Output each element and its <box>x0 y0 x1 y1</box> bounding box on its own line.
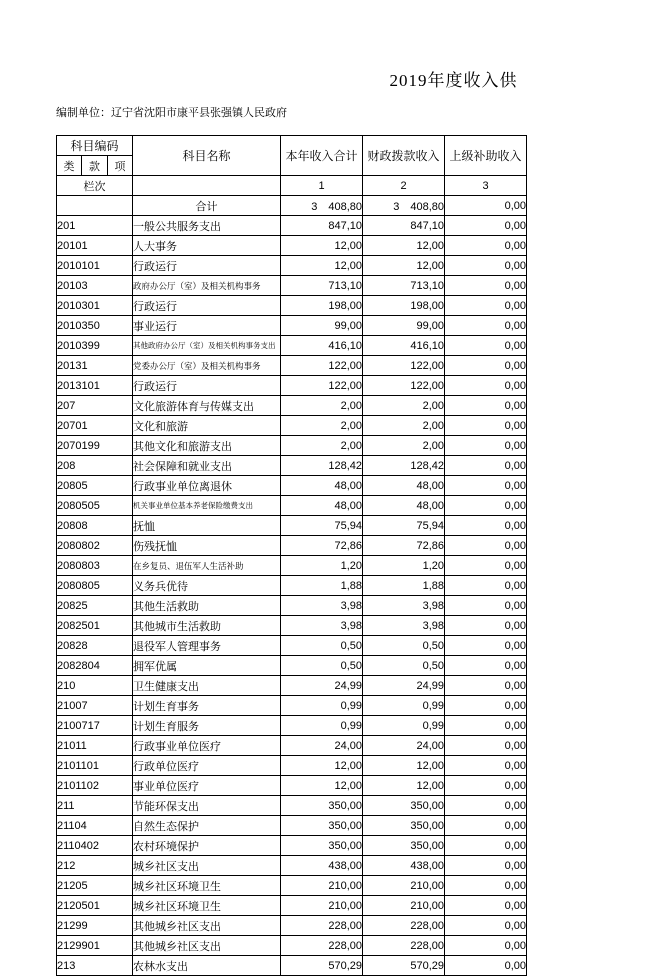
row-subject-name: 其他文化和旅游支出 <box>133 436 281 456</box>
row-value-col1: 228,00 <box>281 936 363 956</box>
table-row <box>57 636 527 656</box>
row-value-col3: 0,00 <box>445 876 527 896</box>
row-value-col3: 0,00 <box>445 576 527 596</box>
row-value-col2: 24,99 <box>363 676 445 696</box>
row-value-col1: 24,99 <box>281 676 363 696</box>
row-subject-name: 其他政府办公厅（室）及相关机构事务支出 <box>133 336 281 356</box>
lanci-col-2: 2 <box>363 176 445 196</box>
row-value-col1: 128,42 <box>281 456 363 476</box>
row-value-col3: 0,00 <box>445 596 527 616</box>
row-subject-name: 行政运行 <box>133 376 281 396</box>
row-value-col2: 2,00 <box>363 416 445 436</box>
row-value-col2: 416,10 <box>363 336 445 356</box>
row-value-col2: 0,99 <box>363 696 445 716</box>
lanci-label: 栏次 <box>57 176 133 196</box>
row-value-col3: 0,00 <box>445 896 527 916</box>
row-value-col3: 0,00 <box>445 476 527 496</box>
row-code: 2129901 <box>57 936 133 956</box>
row-subject-name: 农林水支出 <box>133 956 281 976</box>
table-body <box>57 196 527 976</box>
row-subject-name: 行政运行 <box>133 256 281 276</box>
row-subject-name: 党委办公厅（室）及相关机构事务 <box>133 356 281 376</box>
row-value-col2: 0,50 <box>363 656 445 676</box>
total-code-blank <box>57 196 133 216</box>
total-col2: 3 408,80 <box>363 196 445 216</box>
row-value-col1: 2,00 <box>281 416 363 436</box>
row-value-col2: 1,20 <box>363 556 445 576</box>
header-row-lanci <box>57 176 527 196</box>
row-value-col2: 210,00 <box>363 896 445 916</box>
row-value-col2: 713,10 <box>363 276 445 296</box>
row-value-col2: 210,00 <box>363 876 445 896</box>
row-value-col2: 122,00 <box>363 376 445 396</box>
row-value-col1: 713,10 <box>281 276 363 296</box>
table-row <box>57 536 527 556</box>
row-subject-name: 行政事业单位离退休 <box>133 476 281 496</box>
row-value-col3: 0,00 <box>445 496 527 516</box>
row-subject-name: 自然生态保护 <box>133 816 281 836</box>
row-subject-name: 一般公共服务支出 <box>133 216 281 236</box>
row-code: 2013101 <box>57 376 133 396</box>
compiling-unit-label: 编制单位：辽宁省沈阳市康平县张强镇人民政府 <box>56 107 287 119</box>
row-value-col3: 0,00 <box>445 556 527 576</box>
row-value-col1: 198,00 <box>281 296 363 316</box>
row-value-col1: 12,00 <box>281 756 363 776</box>
row-subject-name: 退役军人管理事务 <box>133 636 281 656</box>
row-value-col3: 0,00 <box>445 916 527 936</box>
row-value-col1: 99,00 <box>281 316 363 336</box>
header-xiang: 项 <box>108 156 133 176</box>
row-code: 21011 <box>57 736 133 756</box>
row-subject-name: 机关事业单位基本养老保险缴费支出 <box>133 496 281 516</box>
table-row <box>57 876 527 896</box>
row-value-col3: 0,00 <box>445 356 527 376</box>
row-code: 20805 <box>57 476 133 496</box>
row-value-col3: 0,00 <box>445 336 527 356</box>
table-row <box>57 836 527 856</box>
row-value-col2: 570,29 <box>363 956 445 976</box>
row-value-col2: 350,00 <box>363 816 445 836</box>
row-value-col1: 570,29 <box>281 956 363 976</box>
table-row <box>57 396 527 416</box>
row-value-col3: 0,00 <box>445 616 527 636</box>
row-subject-name: 城乡社区环境卫生 <box>133 896 281 916</box>
row-subject-name: 伤残抚恤 <box>133 536 281 556</box>
row-code: 20131 <box>57 356 133 376</box>
row-value-col1: 48,00 <box>281 476 363 496</box>
row-subject-name: 文化和旅游 <box>133 416 281 436</box>
table-row <box>57 236 527 256</box>
table-row <box>57 416 527 436</box>
row-subject-name: 在乡复员、退伍军人生活补助 <box>133 556 281 576</box>
total-col3: 0,00 <box>445 196 527 216</box>
row-subject-name: 拥军优属 <box>133 656 281 676</box>
total-col1: 3 408,80 <box>281 196 363 216</box>
row-value-col2: 228,00 <box>363 936 445 956</box>
row-value-col2: 350,00 <box>363 836 445 856</box>
row-code: 212 <box>57 856 133 876</box>
row-code: 20828 <box>57 636 133 656</box>
row-value-col3: 0,00 <box>445 636 527 656</box>
row-code: 2110402 <box>57 836 133 856</box>
table-row <box>57 436 527 456</box>
row-subject-name: 义务兵优待 <box>133 576 281 596</box>
row-value-col1: 0,50 <box>281 656 363 676</box>
row-value-col2: 847,10 <box>363 216 445 236</box>
row-value-col2: 122,00 <box>363 356 445 376</box>
row-code: 21299 <box>57 916 133 936</box>
row-code: 20825 <box>57 596 133 616</box>
header-subject-name: 科目名称 <box>133 136 281 176</box>
table-row <box>57 276 527 296</box>
table-row <box>57 496 527 516</box>
row-value-col1: 1,20 <box>281 556 363 576</box>
table-row <box>57 516 527 536</box>
row-value-col1: 438,00 <box>281 856 363 876</box>
table-row <box>57 856 527 876</box>
row-value-col1: 228,00 <box>281 916 363 936</box>
table-row <box>57 796 527 816</box>
row-subject-name: 行政运行 <box>133 296 281 316</box>
row-value-col3: 0,00 <box>445 796 527 816</box>
row-value-col2: 48,00 <box>363 476 445 496</box>
row-value-col1: 2,00 <box>281 396 363 416</box>
row-subject-name: 其他城乡社区支出 <box>133 936 281 956</box>
header-class: 类 <box>57 156 82 176</box>
row-subject-name: 农村环境保护 <box>133 836 281 856</box>
row-code: 2010350 <box>57 316 133 336</box>
page-title: 2019年度收入供 <box>389 71 518 90</box>
row-value-col2: 128,42 <box>363 456 445 476</box>
row-value-col3: 0,00 <box>445 516 527 536</box>
row-subject-name: 社会保障和就业支出 <box>133 456 281 476</box>
table-row <box>57 476 527 496</box>
table-row <box>57 356 527 376</box>
row-value-col3: 0,00 <box>445 656 527 676</box>
row-value-col1: 1,88 <box>281 576 363 596</box>
row-value-col1: 847,10 <box>281 216 363 236</box>
row-value-col1: 0,99 <box>281 696 363 716</box>
row-code: 213 <box>57 956 133 976</box>
row-value-col2: 228,00 <box>363 916 445 936</box>
table-row <box>57 896 527 916</box>
table-row <box>57 316 527 336</box>
row-value-col3: 0,00 <box>445 856 527 876</box>
row-value-col2: 1,88 <box>363 576 445 596</box>
table-row <box>57 256 527 276</box>
table-row <box>57 576 527 596</box>
table-row <box>57 696 527 716</box>
row-value-col1: 210,00 <box>281 876 363 896</box>
row-value-col2: 24,00 <box>363 736 445 756</box>
table-row <box>57 596 527 616</box>
row-value-col3: 0,00 <box>445 956 527 976</box>
row-subject-name: 其他城市生活救助 <box>133 616 281 636</box>
row-subject-name: 行政单位医疗 <box>133 756 281 776</box>
row-code: 211 <box>57 796 133 816</box>
row-value-col3: 0,00 <box>445 256 527 276</box>
row-value-col3: 0,00 <box>445 416 527 436</box>
row-value-col3: 0,00 <box>445 296 527 316</box>
table-row <box>57 296 527 316</box>
row-subject-name: 其他城乡社区支出 <box>133 916 281 936</box>
budget-table <box>56 135 527 976</box>
table-row <box>57 616 527 636</box>
row-value-col2: 12,00 <box>363 756 445 776</box>
row-code: 20808 <box>57 516 133 536</box>
row-value-col2: 3,98 <box>363 616 445 636</box>
row-code: 20101 <box>57 236 133 256</box>
row-value-col2: 438,00 <box>363 856 445 876</box>
row-code: 2080805 <box>57 576 133 596</box>
row-subject-name: 文化旅游体育与传媒支出 <box>133 396 281 416</box>
row-code: 2080803 <box>57 556 133 576</box>
row-subject-name: 卫生健康支出 <box>133 676 281 696</box>
row-value-col3: 0,00 <box>445 436 527 456</box>
table-row <box>57 736 527 756</box>
row-code: 20103 <box>57 276 133 296</box>
table-row <box>57 956 527 976</box>
row-value-col1: 350,00 <box>281 836 363 856</box>
row-value-col1: 3,98 <box>281 616 363 636</box>
table-row <box>57 556 527 576</box>
row-code: 2100717 <box>57 716 133 736</box>
row-code: 2080505 <box>57 496 133 516</box>
row-value-col1: 210,00 <box>281 896 363 916</box>
row-code: 207 <box>57 396 133 416</box>
row-code: 2070199 <box>57 436 133 456</box>
row-value-col3: 0,00 <box>445 776 527 796</box>
row-value-col1: 12,00 <box>281 256 363 276</box>
row-subject-name: 人大事务 <box>133 236 281 256</box>
row-value-col1: 24,00 <box>281 736 363 756</box>
row-code: 20701 <box>57 416 133 436</box>
table-row <box>57 676 527 696</box>
row-value-col1: 122,00 <box>281 356 363 376</box>
header-superior-subsidy-income: 上级补助收入 <box>445 136 527 176</box>
row-value-col3: 0,00 <box>445 696 527 716</box>
row-value-col2: 99,00 <box>363 316 445 336</box>
row-value-col2: 12,00 <box>363 236 445 256</box>
row-code: 201 <box>57 216 133 236</box>
table-row <box>57 716 527 736</box>
row-value-col3: 0,00 <box>445 736 527 756</box>
row-code: 210 <box>57 676 133 696</box>
row-value-col1: 75,94 <box>281 516 363 536</box>
row-value-col2: 12,00 <box>363 776 445 796</box>
row-code: 21007 <box>57 696 133 716</box>
row-value-col3: 0,00 <box>445 676 527 696</box>
row-value-col3: 0,00 <box>445 756 527 776</box>
row-subject-name: 政府办公厅（室）及相关机构事务 <box>133 276 281 296</box>
row-code: 2010399 <box>57 336 133 356</box>
row-code: 2010101 <box>57 256 133 276</box>
row-code: 2010301 <box>57 296 133 316</box>
table-row <box>57 656 527 676</box>
row-value-col1: 0,99 <box>281 716 363 736</box>
table-row <box>57 916 527 936</box>
row-value-col3: 0,00 <box>445 716 527 736</box>
row-value-col2: 350,00 <box>363 796 445 816</box>
header-fiscal-appropriation-income: 财政拨款收入 <box>363 136 445 176</box>
table-row <box>57 756 527 776</box>
row-value-col2: 198,00 <box>363 296 445 316</box>
row-value-col1: 122,00 <box>281 376 363 396</box>
row-value-col2: 75,94 <box>363 516 445 536</box>
row-subject-name: 行政事业单位医疗 <box>133 736 281 756</box>
row-value-col3: 0,00 <box>445 456 527 476</box>
table-row <box>57 216 527 236</box>
table-row <box>57 456 527 476</box>
row-value-col2: 72,86 <box>363 536 445 556</box>
row-subject-name: 事业单位医疗 <box>133 776 281 796</box>
row-code: 21205 <box>57 876 133 896</box>
table-row <box>57 816 527 836</box>
row-value-col2: 48,00 <box>363 496 445 516</box>
lanci-col-3: 3 <box>445 176 527 196</box>
row-subject-name: 城乡社区环境卫生 <box>133 876 281 896</box>
row-value-col1: 350,00 <box>281 816 363 836</box>
row-value-col1: 3,98 <box>281 596 363 616</box>
row-value-col3: 0,00 <box>445 816 527 836</box>
row-value-col2: 0,99 <box>363 716 445 736</box>
row-value-col3: 0,00 <box>445 376 527 396</box>
row-subject-name: 抚恤 <box>133 516 281 536</box>
row-code: 2082804 <box>57 656 133 676</box>
table-row-total <box>57 196 527 216</box>
row-value-col1: 12,00 <box>281 776 363 796</box>
table-row <box>57 936 527 956</box>
row-value-col2: 12,00 <box>363 256 445 276</box>
row-value-col3: 0,00 <box>445 836 527 856</box>
row-code: 2101102 <box>57 776 133 796</box>
header-row-1 <box>57 136 527 156</box>
row-value-col1: 2,00 <box>281 436 363 456</box>
row-value-col3: 0,00 <box>445 396 527 416</box>
table-row <box>57 376 527 396</box>
row-subject-name: 其他生活救助 <box>133 596 281 616</box>
table-header <box>57 136 527 196</box>
row-value-col3: 0,00 <box>445 236 527 256</box>
lanci-col-1: 1 <box>281 176 363 196</box>
row-subject-name: 城乡社区支出 <box>133 856 281 876</box>
row-value-col2: 2,00 <box>363 436 445 456</box>
row-value-col3: 0,00 <box>445 936 527 956</box>
header-year-income-total: 本年收入合计 <box>281 136 363 176</box>
row-code: 2080802 <box>57 536 133 556</box>
table-row <box>57 336 527 356</box>
row-subject-name: 计划生育服务 <box>133 716 281 736</box>
total-label: 合计 <box>133 196 281 216</box>
row-value-col2: 0,50 <box>363 636 445 656</box>
row-code: 208 <box>57 456 133 476</box>
row-subject-name: 事业运行 <box>133 316 281 336</box>
row-value-col3: 0,00 <box>445 216 527 236</box>
row-value-col1: 72,86 <box>281 536 363 556</box>
row-value-col1: 12,00 <box>281 236 363 256</box>
row-value-col1: 350,00 <box>281 796 363 816</box>
row-code: 21104 <box>57 816 133 836</box>
row-value-col3: 0,00 <box>445 276 527 296</box>
table-row <box>57 776 527 796</box>
header-kuan: 款 <box>82 156 108 176</box>
row-value-col2: 2,00 <box>363 396 445 416</box>
row-value-col2: 3,98 <box>363 596 445 616</box>
row-code: 2082501 <box>57 616 133 636</box>
row-value-col1: 416,10 <box>281 336 363 356</box>
row-value-col1: 48,00 <box>281 496 363 516</box>
header-code-group: 科目编码 <box>57 136 133 156</box>
row-value-col3: 0,00 <box>445 536 527 556</box>
row-value-col1: 0,50 <box>281 636 363 656</box>
row-subject-name: 计划生育事务 <box>133 696 281 716</box>
row-code: 2120501 <box>57 896 133 916</box>
row-value-col3: 0,00 <box>445 316 527 336</box>
row-subject-name: 节能环保支出 <box>133 796 281 816</box>
lanci-name-blank <box>133 176 281 196</box>
row-code: 2101101 <box>57 756 133 776</box>
